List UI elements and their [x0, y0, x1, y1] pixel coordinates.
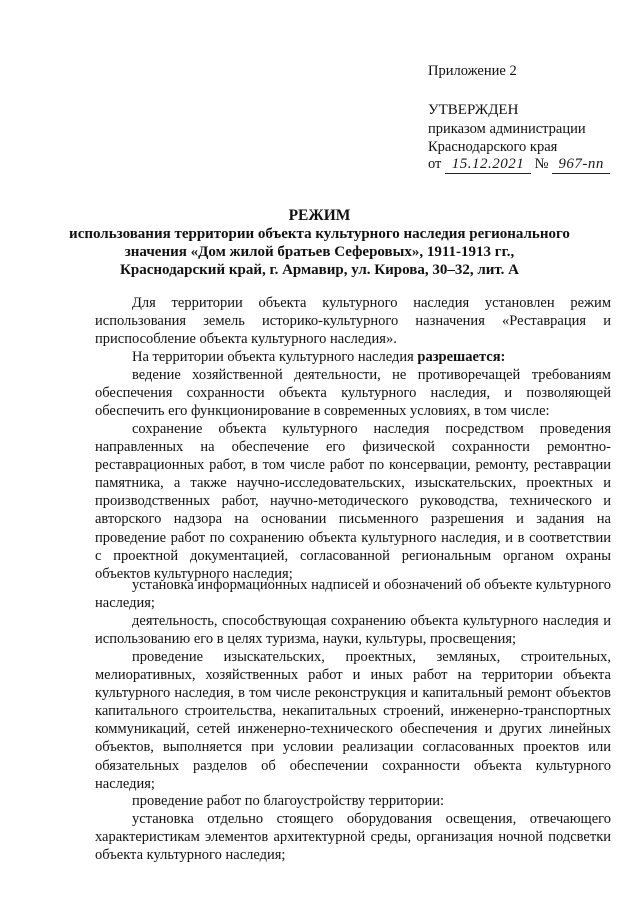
paragraph-1: Для территории объекта культурного наследия установлен режим использования земель историко-культурного назначения «Реставрация и приспособление объекта культурного наследия».	[95, 295, 611, 348]
title-line2: значения «Дом жилой братьев Сеферовых», 1911-1913 гг.,	[124, 244, 515, 260]
title-line1: использования территории объекта культурного наследия регионального	[69, 226, 570, 242]
approved-line2: Краснодарского края	[428, 139, 558, 155]
number-prefix: №	[534, 156, 549, 172]
paragraph-9: установка отдельно стоящего оборудования освещения, отвечающего характеристикам элементов архитектурной среды, организация ночной подсветки объекта культурного наследия;	[95, 811, 611, 864]
approval-date-line	[428, 155, 610, 174]
approved-label: УТВЕРЖДЕН	[428, 102, 519, 118]
date-value: 15.12.2021	[445, 155, 531, 174]
approved-line1: приказом администрации	[428, 121, 586, 137]
paragraph-2: На территории объекта культурного наследия разрешается:	[132, 349, 506, 365]
paragraph-8: проведение работ по благоустройству территории:	[132, 793, 445, 809]
paragraph-7: проведение изыскательских, проектных, земляных, строительных, мелиоративных, хозяйственных работ и иных работ на территории объекта культурного наследия, в том числе реконструкция и капитальный ремонт объектов капитального строительства, некапитальных строений, инженерно-транспортных коммуникаций, сетей инженерно-технического обеспечения и других линейных объектов, выполняется при условии реализации согласованных проектов или обязательных разделов об обеспечении сохранности объекта культурного наследия;	[95, 649, 611, 792]
date-prefix: от	[428, 156, 442, 172]
allowed-emphasis: разрешается:	[417, 349, 506, 365]
title-line3: Краснодарский край, г. Армавир, ул. Кирова, 30–32, лит. А	[119, 262, 519, 278]
paragraph-6: деятельность, способствующая сохранению объекта культурного наследия и использованию его в целях туризма, науки, культуры, просвещения;	[95, 613, 611, 648]
paragraph-3: ведение хозяйственной деятельности, не противоречащей требованиям обеспечения сохранности объекта культурного наследия, и позволяющей обеспечить его функционирование в современных условиях, в том числе:	[95, 367, 611, 420]
paragraph-5: установка информационных надписей и обозначений об объекте культурного наследия;	[95, 577, 611, 612]
appendix-label: Приложение 2	[428, 63, 517, 79]
number-value: 967-пп	[552, 155, 610, 174]
title-heading: РЕЖИМ	[288, 207, 351, 224]
paragraph-4: сохранение объекта культурного наследия посредством проведения направленных на обеспечение его физической сохранности ремонтно-реставрационных работ, в том числе работ по консервации, ремонту, реставрации памятника, а также научно-исследовательских, изыскательских, проектных и производственных работ, научно-методического руководства, технического и авторского надзора на основании письменного разрешения и задания на проведение работ по сохранению объекта культурного наследия, и в соответствии с проектной документацией, согласованной региональным органом охраны объектов культурного наследия;	[95, 421, 611, 582]
